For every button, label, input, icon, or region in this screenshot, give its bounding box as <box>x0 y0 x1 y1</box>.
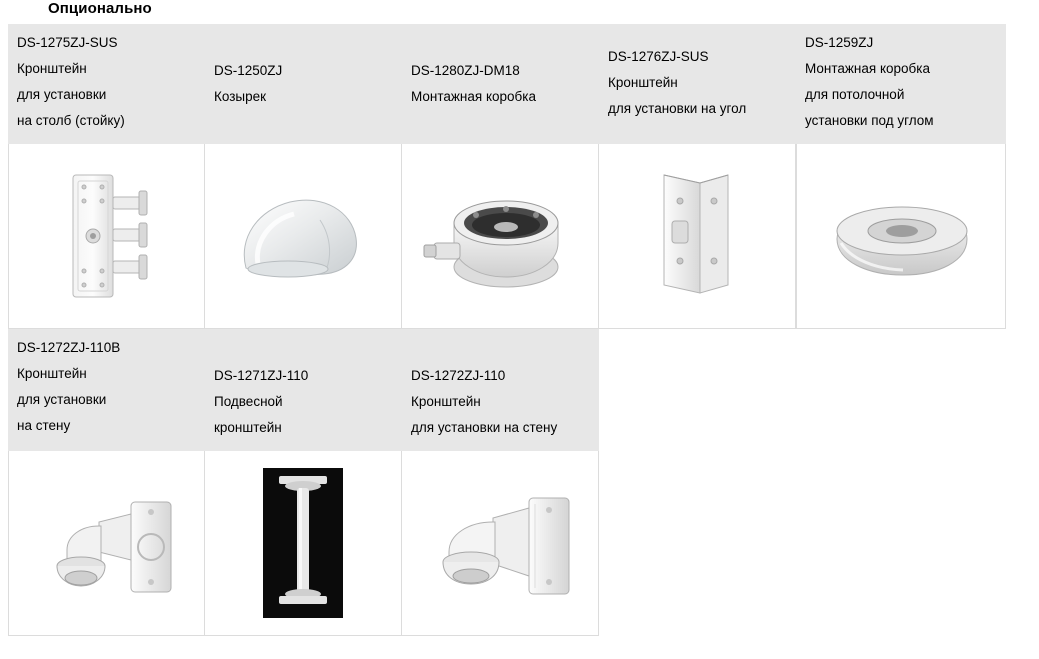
accessory-desc-line: для установки <box>17 87 107 102</box>
accessory-desc-line: Подвесной <box>214 394 283 409</box>
table-row-labels-1 <box>8 24 1030 144</box>
wall-mount-bracket-image <box>415 478 585 608</box>
accessory-desc-line: на столб (стойку) <box>17 113 125 128</box>
empty-cell <box>599 329 796 451</box>
sun-shield-image <box>228 176 378 296</box>
accessory-code: DS-1272ZJ-110B <box>17 340 121 355</box>
accessory-desc-line: для установки на угол <box>608 101 747 116</box>
accessory-desc-line: для установки на стену <box>411 420 558 435</box>
accessory-code: DS-1271ZJ-110 <box>214 368 309 383</box>
accessory-desc-line: установки под углом <box>805 113 934 128</box>
accessory-image-cell <box>205 451 402 636</box>
accessory-image-cell <box>796 144 1006 329</box>
empty-cell <box>796 329 1006 451</box>
accessory-image-cell <box>8 144 205 329</box>
accessory-desc-line: на стену <box>17 418 71 433</box>
empty-cell <box>599 451 796 636</box>
accessory-code: DS-1272ZJ-110 <box>411 368 506 383</box>
accessory-code: DS-1250ZJ <box>214 63 283 78</box>
pendant-mount-image <box>263 468 343 618</box>
accessory-label-cell <box>205 24 402 144</box>
accessory-label-cell <box>599 24 796 144</box>
accessory-desc-line: для потолочной <box>805 87 905 102</box>
accessory-code: DS-1280ZJ-DM18 <box>411 63 520 78</box>
accessory-desc-line: Кронштейн <box>17 61 87 76</box>
accessories-table <box>8 24 1030 636</box>
accessory-desc-line: Монтажная коробка <box>805 61 930 76</box>
accessory-label-cell <box>205 329 402 451</box>
accessory-code: DS-1276ZJ-SUS <box>608 49 709 64</box>
empty-cell <box>796 451 1006 636</box>
accessory-image-cell <box>205 144 402 329</box>
accessory-image-cell <box>599 144 796 329</box>
accessory-desc-line: кронштейн <box>214 420 282 435</box>
table-row-images-2 <box>8 451 1030 636</box>
corner-mount-bracket-image <box>642 161 752 311</box>
accessory-image-cell <box>402 144 599 329</box>
wall-mount-bracket-b-image <box>27 478 187 608</box>
accessory-desc-line: Кронштейн <box>17 366 87 381</box>
accessory-code: DS-1259ZJ <box>805 35 874 50</box>
accessory-code: DS-1275ZJ-SUS <box>17 35 118 50</box>
table-row-labels-2 <box>8 329 1030 451</box>
page-title: Опционально <box>48 0 152 17</box>
accessory-label-cell <box>402 24 599 144</box>
junction-box-image <box>420 171 580 301</box>
table-row-images-1 <box>8 144 1030 329</box>
accessory-label-cell <box>8 329 205 451</box>
accessory-desc-line: Козырек <box>214 89 267 104</box>
accessory-desc-line: Кронштейн <box>608 75 678 90</box>
accessory-desc-line: Кронштейн <box>411 394 481 409</box>
accessory-label-cell <box>796 24 1006 144</box>
accessory-desc-line: Монтажная коробка <box>411 89 536 104</box>
accessory-label-cell <box>8 24 205 144</box>
accessory-image-cell <box>8 451 205 636</box>
accessory-label-cell <box>402 329 599 451</box>
accessory-desc-line: для установки <box>17 392 107 407</box>
pole-mount-bracket-image <box>47 161 167 311</box>
inclined-ceiling-mount-image <box>821 181 981 291</box>
accessory-image-cell <box>402 451 599 636</box>
